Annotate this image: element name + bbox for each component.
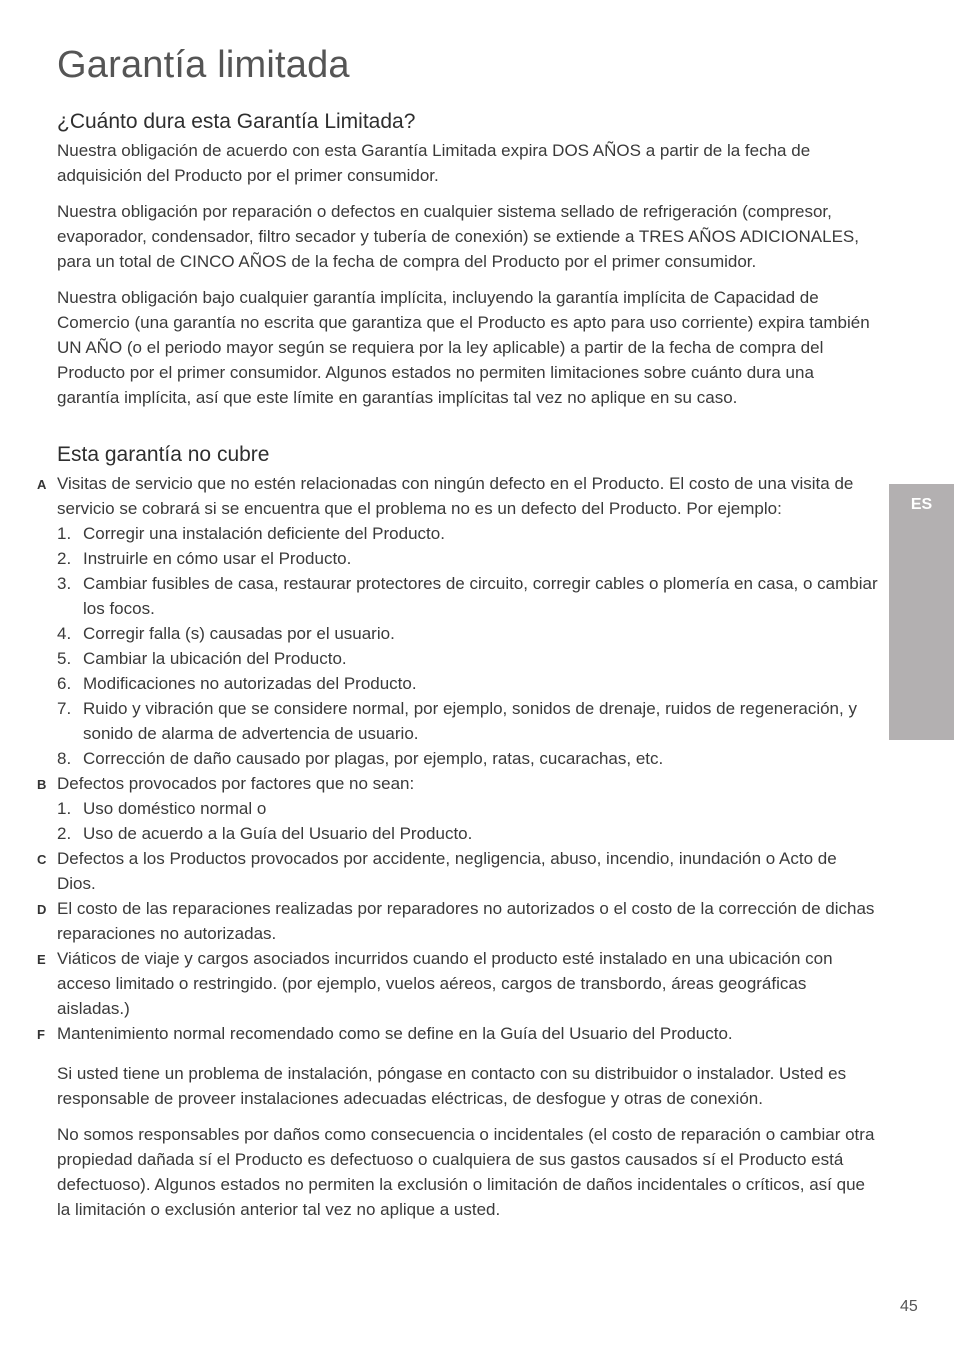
sub-item <box>57 546 879 571</box>
sub-item-text: Instruirle en cómo usar el Producto. <box>83 549 352 568</box>
sub-item <box>57 796 879 821</box>
exclusion-item-b <box>37 771 879 796</box>
item-text: Viáticos de viaje y cargos asociados incurridos cuando el producto esté instalado en una ubicación con acceso limitado o restringido. (por ejemplo, vuelos aéreos, cargos de transbordo, áreas geográficas aisladas.) <box>57 949 833 1018</box>
paragraph: Nuestra obligación por reparación o defectos en cualquier sistema sellado de refrigeración (compresor, evaporador, condensador, filtro secador y tubería de conexión) se extiende a TRES AÑOS ADICIONALES, para un total de CINCO AÑOS de la fecha de compra del Producto por el primer consumidor. <box>57 202 859 271</box>
sub-item-number: 2. <box>57 824 72 843</box>
sub-item-number: 3. <box>57 574 72 593</box>
page-title: Garantía limitada <box>57 44 350 86</box>
paragraph: No somos responsables por daños como consecuencia o incidentales (el costo de reparación o cambiar otra propiedad dañada sí el Producto es defectuoso o cualquiera de sus gastos causados sí el Producto está defectuoso). Algunos estados no permiten la exclusión o limitación de daños incidentales o críticos, así que la limitación o exclusión anterior tal vez no aplique a usted. <box>57 1125 875 1219</box>
sub-item-number: 1. <box>57 524 72 543</box>
sub-item <box>57 646 879 671</box>
sub-item <box>57 696 879 746</box>
sub-item-text: Ruido y vibración que se considere normal, por ejemplo, sonidos de drenaje, ruidos de regeneración, y sonido de alarma de advertencia de usuario. <box>83 699 857 743</box>
item-letter: C <box>37 852 47 867</box>
sub-item-number: 1. <box>57 799 72 818</box>
sub-item <box>57 746 879 771</box>
section-heading-duration: ¿Cuánto dura esta Garantía Limitada? <box>57 110 416 133</box>
paragraph: Nuestra obligación bajo cualquier garantía implícita, incluyendo la garantía implícita de Capacidad de Comercio (una garantía no escrita que garantiza que el Producto es apto para uso corriente) expira también UN AÑO (o el periodo mayor según se requiera por la ley aplicable) a partir de la fecha de compra del Producto por el primer consumidor. Algunos estados no permiten limitaciones sobre cuánto dura una garantía implícita, así que este límite en garantías implícitas tal vez no aplique en su caso. <box>57 288 870 407</box>
sub-item <box>57 621 879 646</box>
page-number: 45 <box>900 1298 918 1315</box>
sub-item <box>57 571 879 621</box>
sub-item-text: Uso de acuerdo a la Guía del Usuario del Producto. <box>83 824 473 843</box>
language-tab: ES <box>889 484 954 740</box>
sub-item-number: 5. <box>57 649 72 668</box>
sub-item-text: Cambiar fusibles de casa, restaurar protectores de circuito, corregir cables o plomería en casa, o cambiar los focos. <box>83 574 878 618</box>
sub-item-text: Corrección de daño causado por plagas, por ejemplo, ratas, cucarachas, etc. <box>83 749 664 768</box>
sub-item <box>57 671 879 696</box>
item-letter: B <box>37 777 47 792</box>
sub-item <box>57 521 879 546</box>
sub-item-text: Corregir falla (s) causadas por el usuario. <box>83 624 395 643</box>
exclusion-item-e <box>37 946 879 1021</box>
document-body <box>37 106 879 1222</box>
sub-item-text: Modificaciones no autorizadas del Producto. <box>83 674 417 693</box>
sub-item <box>57 821 879 846</box>
item-letter: E <box>37 952 46 967</box>
sub-item-text: Cambiar la ubicación del Producto. <box>83 649 347 668</box>
item-text: Mantenimiento normal recomendado como se define en la Guía del Usuario del Producto. <box>57 1024 733 1043</box>
item-letter: F <box>37 1027 45 1042</box>
sub-item-number: 4. <box>57 624 72 643</box>
sub-item-number: 8. <box>57 749 72 768</box>
item-text: Defectos provocados por factores que no sean: <box>57 774 415 793</box>
exclusion-item-a <box>37 471 879 521</box>
sub-item-number: 7. <box>57 699 72 718</box>
item-text: Defectos a los Productos provocados por accidente, negligencia, abuso, incendio, inundación o Acto de Dios. <box>57 849 837 893</box>
sub-item-number: 6. <box>57 674 72 693</box>
sub-item-text: Uso doméstico normal o <box>83 799 267 818</box>
sub-item-text: Corregir una instalación deficiente del Producto. <box>83 524 445 543</box>
exclusion-item-d <box>37 896 879 946</box>
paragraph: Nuestra obligación de acuerdo con esta Garantía Limitada expira DOS AÑOS a partir de la fecha de adquisición del Producto por el primer consumidor. <box>57 141 811 185</box>
paragraph: Si usted tiene un problema de instalación, póngase en contacto con su distribuidor o instalador. Usted es responsable de proveer instalaciones adecuadas eléctricas, de desfogue y otras de conexión. <box>57 1064 847 1108</box>
exclusion-item-f <box>37 1021 879 1046</box>
item-text: El costo de las reparaciones realizadas por reparadores no autorizados o el costo de la corrección de dichas reparaciones no autorizadas. <box>57 899 875 943</box>
exclusion-item-c <box>37 846 879 896</box>
item-letter: A <box>37 477 47 492</box>
item-text: Visitas de servicio que no estén relacionadas con ningún defecto en el Producto. El costo de una visita de servicio se cobrará si se encuentra que el problema no es un defecto del Producto. Por ejemplo: <box>57 474 854 518</box>
item-letter: D <box>37 902 47 917</box>
section-heading-exclusions: Esta garantía no cubre <box>57 443 270 466</box>
sub-item-number: 2. <box>57 549 72 568</box>
